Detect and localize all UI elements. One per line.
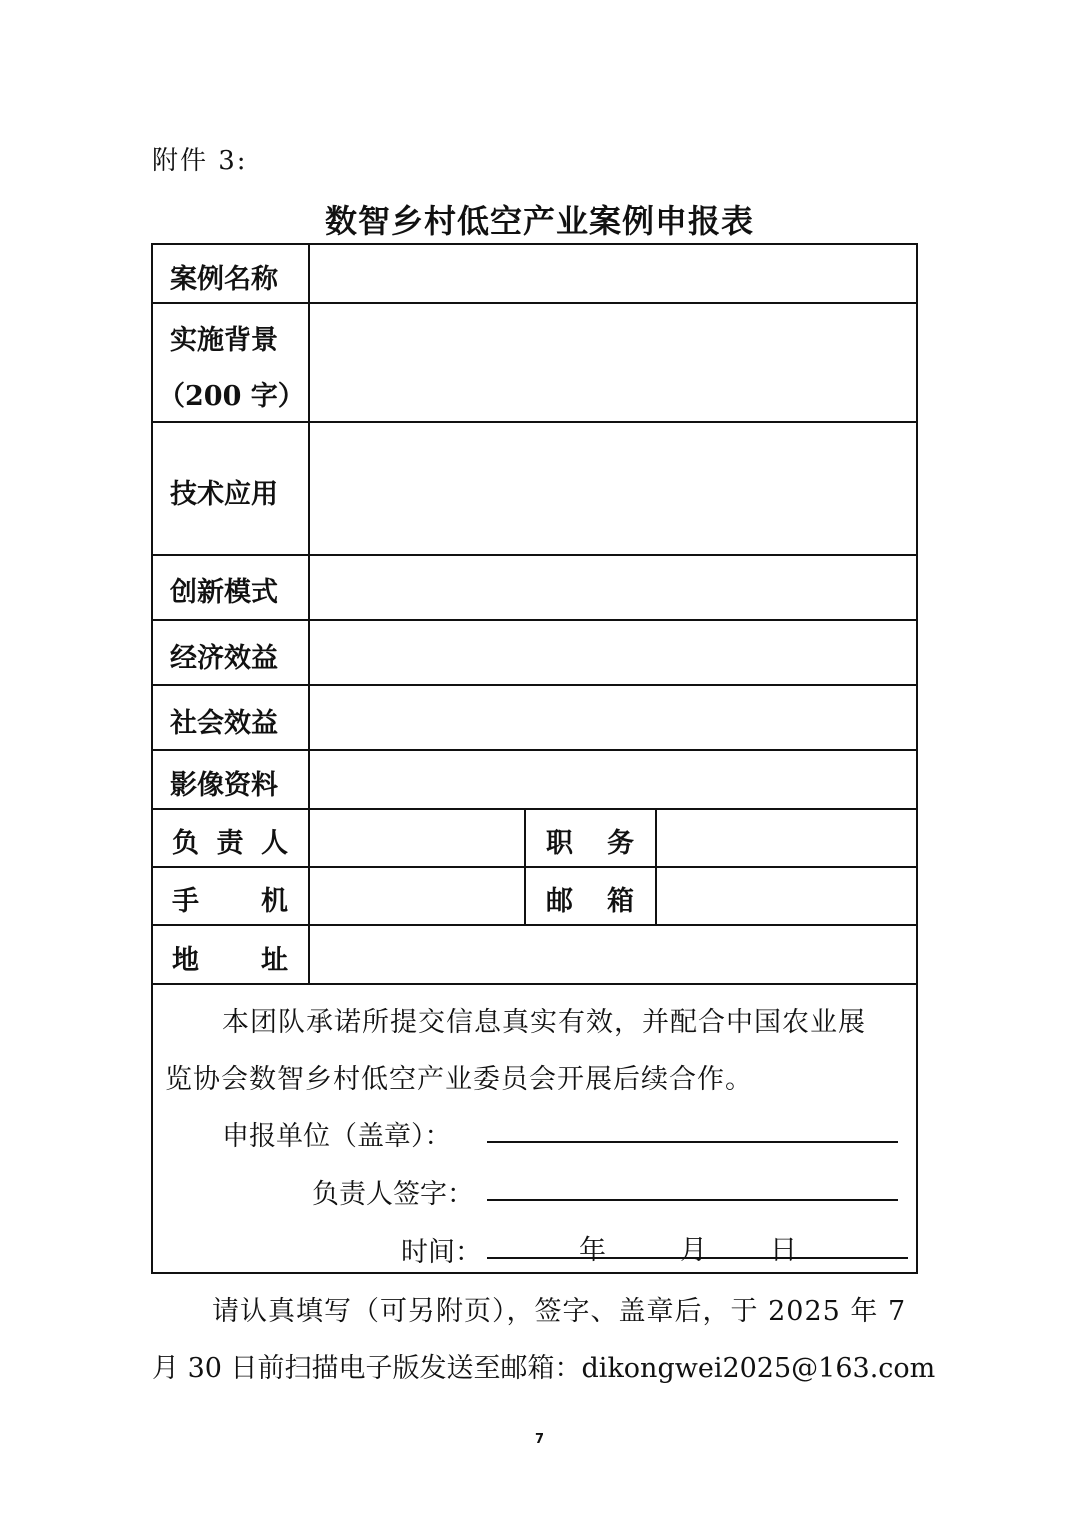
social-benefit-field[interactable] [310, 686, 916, 749]
person-in-charge-field[interactable] [310, 810, 524, 866]
label-char: 机 [261, 886, 288, 917]
table-border-bottom [151, 1272, 918, 1274]
time-label: 时间： [401, 1237, 482, 1268]
label-char: 责 [216, 828, 244, 859]
background-label: 实施背景 [170, 325, 278, 356]
mobile-field[interactable] [310, 868, 524, 924]
background-word-limit: （200 字） [158, 381, 305, 412]
label-char: 手 [172, 886, 199, 917]
signature-line[interactable] [487, 1199, 898, 1201]
background-field[interactable] [310, 304, 916, 421]
address-label [172, 938, 288, 977]
position-label [546, 821, 634, 860]
tech-application-field[interactable] [310, 423, 916, 554]
label-char: 邮 [546, 886, 573, 917]
applicant-unit-label: 申报单位（盖章）： [222, 1121, 452, 1152]
pledge-line-1: 本团队承诺所提交信息真实有效，并配合中国农业展 [222, 1007, 866, 1038]
mobile-label [172, 879, 288, 918]
economic-benefit-label: 经济效益 [170, 643, 278, 674]
contact-column-divider [524, 808, 526, 926]
day-label: 日 [770, 1235, 797, 1266]
label-char: 职 [546, 828, 573, 859]
position-field[interactable] [657, 810, 916, 866]
label-char: 负 [172, 828, 199, 859]
media-materials-label: 影像资料 [170, 770, 278, 801]
applicant-unit-line[interactable] [487, 1141, 898, 1143]
address-field[interactable] [310, 926, 916, 983]
month-label: 月 [680, 1235, 707, 1266]
social-benefit-label: 社会效益 [170, 708, 278, 739]
innovation-model-field[interactable] [310, 556, 916, 619]
form-title: 数智乡村低空产业案例申报表 [324, 202, 754, 240]
label-char: 址 [261, 945, 288, 976]
signature-label: 负责人签字： [312, 1179, 474, 1210]
email-label [546, 879, 634, 918]
table-border-right [916, 243, 918, 1274]
person-in-charge-label [172, 821, 288, 860]
case-name-label: 案例名称 [170, 264, 278, 295]
table-border-left [151, 243, 153, 1274]
year-label: 年 [579, 1235, 606, 1266]
pledge-line-2: 览协会数智乡村低空产业委员会开展后续合作。 [165, 1064, 753, 1095]
case-name-field[interactable] [310, 245, 916, 302]
innovation-model-label: 创新模式 [170, 577, 278, 608]
attachment-label: 附件 3: [152, 146, 248, 176]
label-char: 人 [261, 828, 288, 859]
submission-note-line-2: 月 30 日前扫描电子版发送至邮箱：dikongwei2025@163.com [152, 1353, 936, 1384]
label-char: 箱 [607, 886, 634, 917]
media-materials-field[interactable] [310, 751, 916, 808]
label-char: 务 [607, 828, 634, 859]
label-char: 地 [172, 945, 199, 976]
submission-note-line-1: 请认真填写（可另附页），签字、盖章后，于 2025 年 7 [212, 1296, 907, 1327]
page-number: 7 [534, 1432, 545, 1447]
row-divider [151, 983, 918, 985]
tech-application-label: 技术应用 [170, 479, 278, 510]
email-field[interactable] [657, 868, 916, 924]
economic-benefit-field[interactable] [310, 621, 916, 684]
